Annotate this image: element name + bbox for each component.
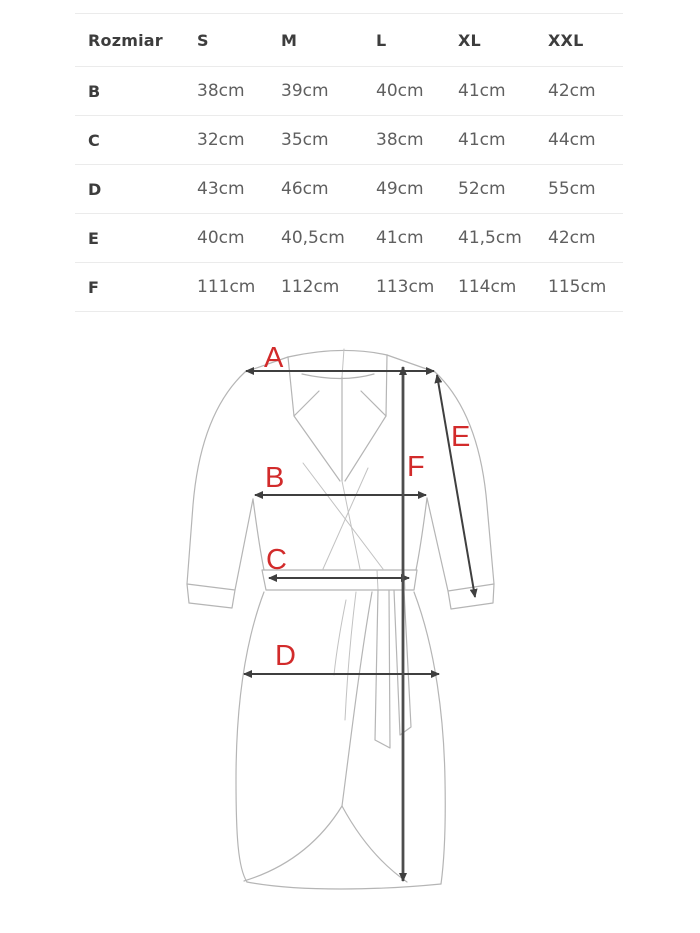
measurement-value: 41cm [376,228,424,248]
measurement-value: 43cm [197,179,245,199]
bodice-side-right [416,498,427,570]
measurement-value: 44cm [548,130,596,150]
column-header-rozmiar: Rozmiar [88,30,163,50]
measurement-value: 38cm [197,81,245,101]
measurement-arrow-e [437,375,475,597]
row-label: C [88,130,100,150]
measurement-label-d: D [275,640,296,672]
lapel-left [288,357,319,416]
belt-tie-slots [377,570,405,590]
measurement-value: 41,5cm [458,228,522,248]
row-label: F [88,277,99,297]
measurement-value: 40cm [376,81,424,101]
skirt-hem [247,882,441,889]
bodice-side-left [253,499,264,570]
measurement-value: 111cm [197,277,256,297]
row-label: E [88,228,99,248]
measurement-value: 38cm [376,130,424,150]
cuff-left [187,584,235,608]
collar-inner-neck [302,374,374,379]
measurement-value: 113cm [376,277,435,297]
measurement-value: 115cm [548,277,607,297]
sleeve-right-inner [427,498,448,591]
measurement-value: 35cm [281,130,329,150]
measurement-label-c: C [266,544,287,576]
cuff-right [448,584,494,609]
measurement-label-b: B [265,462,285,494]
lapel-right [361,355,387,416]
measurement-value: 114cm [458,277,517,297]
measurement-value: 52cm [458,179,506,199]
measurement-value: 55cm [548,179,596,199]
measurement-value: 40cm [197,228,245,248]
measurement-value: 46cm [281,179,329,199]
skirt-pleat-line [345,592,356,720]
measurement-label-a: A [264,342,284,374]
column-header-xl: XL [458,30,481,50]
belt-tie-left [375,590,390,748]
collar-center-seam [342,349,344,377]
row-label: B [88,81,101,101]
measurement-value: 40,5cm [281,228,345,248]
neck-v-right [345,416,386,481]
measurement-arrows [244,367,475,881]
measurement-value: 41cm [458,130,506,150]
shoulder-right [387,355,435,372]
measurement-value: 112cm [281,277,340,297]
measurement-value: 42cm [548,228,596,248]
skirt-right-edge [414,592,445,884]
collar-top-edge [288,350,387,357]
measurement-value: 41cm [458,81,506,101]
measurement-value: 42cm [548,81,596,101]
column-header-m: M [281,30,298,50]
dress-outline [187,349,494,889]
skirt-left-edge [236,592,264,882]
measurement-label-e: E [451,421,471,453]
neck-v-left [294,416,340,481]
sleeve-right-outer [435,372,494,584]
column-header-s: S [197,30,209,50]
wrap-fold-1 [303,463,383,569]
skirt-drape-line [334,600,346,675]
measurement-label-f: F [407,451,425,483]
skirt-petal-left [244,806,342,881]
sleeve-left-outer [187,372,245,584]
column-header-xxl: XXL [548,30,584,50]
wrap-fold-2 [323,468,368,569]
measurement-value: 32cm [197,130,245,150]
measurement-value: 39cm [281,81,329,101]
column-header-l: L [376,30,387,50]
row-label: D [88,179,102,199]
skirt-petal-right [342,806,407,882]
sleeve-left-inner [235,499,253,590]
measurement-value: 49cm [376,179,424,199]
